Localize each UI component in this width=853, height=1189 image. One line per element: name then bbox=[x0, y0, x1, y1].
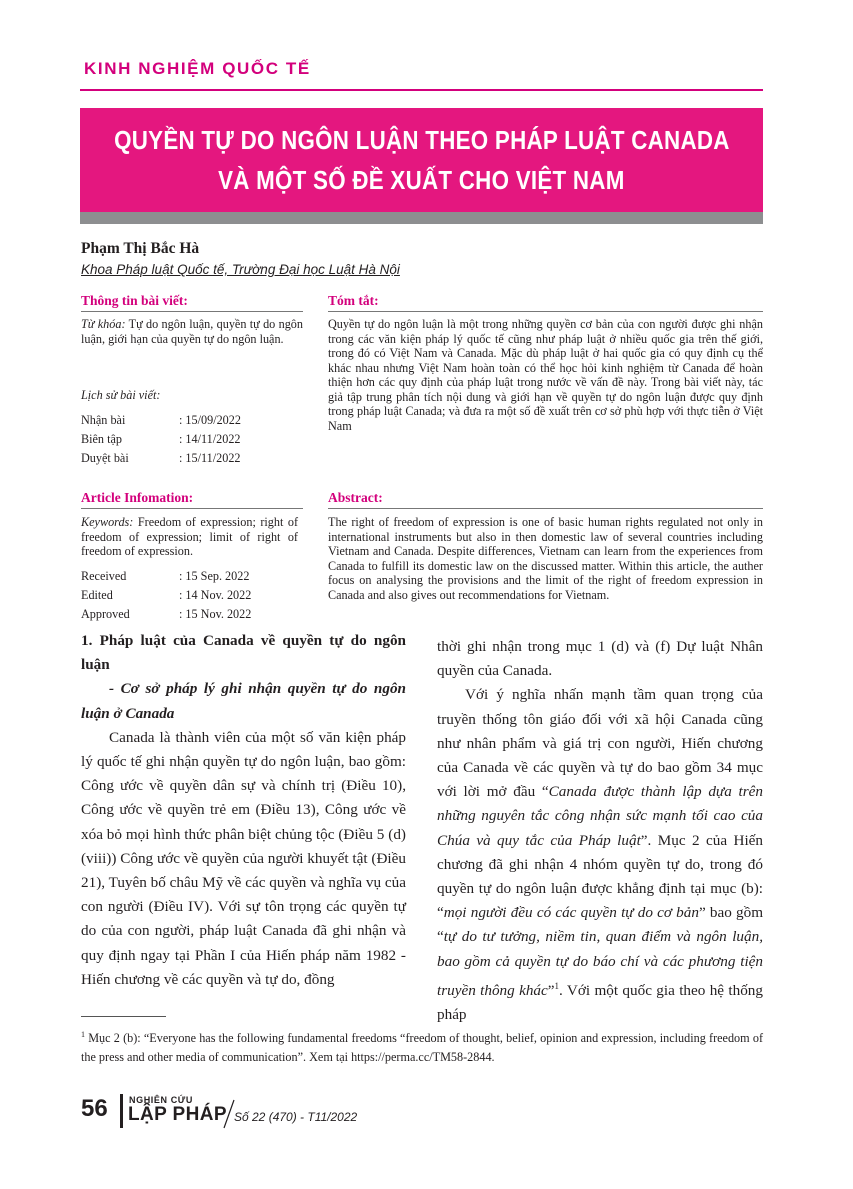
vn-history bbox=[81, 411, 303, 468]
vn-history-row bbox=[81, 430, 303, 449]
footnote bbox=[81, 1026, 763, 1066]
page-number: 56 bbox=[81, 1095, 108, 1122]
body-paragraph: Canada là thành viên của một số văn kiện pháp lý quốc tế ghi nhận quyền tự do ngôn luận, bao gồm: Công ước về quyền dân sự và chính trị (Điều 10), Công ước về quyền trẻ em (Điều 13), Công ước về xóa bỏ mọi hình thức phân biệt chủng tộc (Điều 5 (d) (viii)) Công ước về quyền của người khuyết tật (Điều 21), Tuyên bố châu Mỹ về các quyền và nghĩa vụ của con người (Điều IV). Với sự tôn trọng các quyền tự do của con người, pháp luật Canada đã ghi nhận và quy định ngay tại Phần I của Hiến pháp năm 1982 - Hiến chương về các quyền và tự do, đồng bbox=[81, 728, 406, 988]
body-text: . Với một quốc gia theo hệ thống pháp bbox=[437, 981, 763, 1024]
subsection-heading: - Cơ sở pháp lý ghi nhận quyền tự do ngôn luận ở Canada bbox=[81, 680, 406, 722]
en-history-row bbox=[81, 586, 303, 605]
banner-shadow bbox=[80, 212, 763, 224]
en-history-key: Edited bbox=[81, 588, 113, 602]
magazine-logo-top: NGHIÊN CỨU bbox=[129, 1095, 193, 1105]
footnote-mark: 1 bbox=[81, 1030, 85, 1039]
section-tag: KINH NGHIỆM QUỐC TẾ bbox=[84, 59, 311, 78]
vn-abstract-heading: Tóm tắt: bbox=[328, 293, 379, 308]
en-keywords-label: Keywords: bbox=[81, 515, 134, 529]
vn-history-label: Lịch sử bài viết: bbox=[81, 388, 161, 402]
vn-history-value: : 14/11/2022 bbox=[179, 432, 241, 446]
en-history-value: : 15 Nov. 2022 bbox=[179, 607, 252, 621]
vn-abstract-text: Quyền tự do ngôn luận là một trong những quyền cơ bản của con người được ghi nhận trong các văn kiện pháp lý quốc tế cũng như pháp luật ở nhiều quốc gia trên thế giới, trong đó có Việt Nam và Canada. Mặc dù pháp luật ở hai quốc gia có quy định cụ thể khác nhau nhưng Việt Nam hoàn toàn có thể học hỏi kinh nghiệm từ Canada để hoàn thiện hơn các quy định của pháp luật trong nước về vấn đề này. Trong bài viết này, tác giả tập trung phân tích nội dung và giới hạn về quyền tự do ngôn luận được quy định trong pháp luật Canada; và đưa ra một số đề xuất trên cơ sở phù hợp với thực tiễn ở Việt Nam bbox=[328, 317, 763, 433]
en-abstract-heading: Abstract: bbox=[328, 490, 383, 505]
body-text: ” bbox=[547, 981, 555, 999]
body-paragraph-cont: thời ghi nhận trong mục 1 (d) và (f) Dự luật Nhân quyền của Canada. bbox=[437, 638, 763, 680]
vn-history-value: : 15/09/2022 bbox=[179, 413, 241, 427]
vn-history-key: Biên tập bbox=[81, 432, 122, 446]
body-left-column bbox=[81, 629, 406, 992]
author-name: Phạm Thị Bắc Hà bbox=[81, 240, 200, 257]
quote: tự do tư tưởng, niềm tin, quan điểm và ngôn luận, bao gồm cả quyền tự do báo chí và các phương tiện truyền thông khác bbox=[437, 928, 763, 999]
vn-history-value: : 15/11/2022 bbox=[179, 451, 241, 465]
en-abstract-rule bbox=[328, 508, 763, 509]
en-history-key: Received bbox=[81, 569, 127, 583]
en-info-rule bbox=[81, 508, 303, 509]
body-text: ”. Mục 2 của Hiến chương đã ghi nhận 4 nhóm quyền tự do, trong đó quyền tự do ngôn luận được khẳng định tại mục (b): “ bbox=[437, 831, 763, 922]
en-history-key: Approved bbox=[81, 607, 130, 621]
issue-info: Số 22 (470) - T11/2022 bbox=[234, 1110, 358, 1124]
body-text: ” bao gồm “ bbox=[437, 904, 764, 946]
en-abstract-text: The right of freedom of expression is one of basic human rights regulated not only in international instruments but also in then domestic law of several countries including Vietnam and Canada. Despite differences, Vietnam can learn from the experiences from Canada to fulfill its domestic law on the discussed matter. Within this article, the auther focus on analysing the provisions and the limit of the right of freedom expression in Canada and also gives out recommendations for Vietnam. bbox=[328, 515, 763, 602]
body-text: Với ý nghĩa nhấn mạnh tầm quan trọng của truyền thống tôn giáo đối với xã hội Canada cũng như nhân phẩm và giá trị con người, Hiến chương của Canada về các quyền và tự do bao gồm 34 mục với lời mở đầu “ bbox=[437, 686, 763, 801]
body-paragraph bbox=[437, 683, 763, 1027]
section-heading: 1. Pháp luật của Canada về quyền tự do ngôn luận bbox=[81, 632, 406, 674]
en-keywords bbox=[81, 515, 298, 559]
title-line-1: QUYỀN TỰ DO NGÔN LUẬN THEO PHÁP LUẬT CANADA bbox=[113, 125, 730, 155]
footnote-text: Mục 2 (b): “Everyone has the following fundamental freedoms “freedom of thought, belief, opinion and expression, including freedom of the press and other media of communication”. Xem tại https://perma.cc/TM58-2844. bbox=[81, 1031, 763, 1064]
vn-keywords-text: Tự do ngôn luận, quyền tự do ngôn luận, giới hạn của quyền tự do ngôn luận. bbox=[81, 317, 303, 346]
body-right-column bbox=[437, 635, 763, 1027]
footer-divider bbox=[120, 1094, 123, 1128]
title-banner bbox=[80, 108, 763, 212]
vn-keywords bbox=[81, 317, 303, 346]
en-history-value: : 14 Nov. 2022 bbox=[179, 588, 252, 602]
footnote-ref[interactable]: 1 bbox=[554, 980, 560, 991]
vn-history-row bbox=[81, 449, 303, 468]
en-keywords-text: Freedom of expression; right of freedom of expression; limit of right of freedom of expression. bbox=[81, 515, 298, 558]
author-affiliation: Khoa Pháp luật Quốc tế, Trường Đại học Luật Hà Nội bbox=[81, 262, 400, 277]
vn-history-key: Duyệt bài bbox=[81, 451, 129, 465]
en-history-row bbox=[81, 605, 303, 624]
en-history-value: : 15 Sep. 2022 bbox=[179, 569, 250, 583]
en-history bbox=[81, 567, 303, 624]
vn-info-heading: Thông tin bài viết: bbox=[81, 293, 188, 308]
vn-keywords-label: Từ khóa: bbox=[81, 317, 126, 331]
section-rule bbox=[80, 89, 763, 91]
en-history-row bbox=[81, 567, 303, 586]
title-line-2: VÀ MỘT SỐ ĐỀ XUẤT CHO VIỆT NAM bbox=[218, 165, 625, 195]
vn-info-rule bbox=[81, 311, 303, 312]
footnote-rule bbox=[81, 1016, 166, 1017]
vn-abstract-rule bbox=[328, 311, 763, 312]
quote: mọi người đều có các quyền tự do cơ bản bbox=[443, 904, 699, 922]
vn-history-key: Nhận bài bbox=[81, 413, 126, 427]
magazine-logo: LẬP PHÁP bbox=[128, 1104, 227, 1125]
quote: Canada được thành lập dựa trên những nguyên tắc công nhận sức mạnh tối cao của Chúa và quy tắc của Pháp luật bbox=[437, 783, 763, 849]
en-info-heading: Article Infomation: bbox=[81, 490, 194, 505]
vn-history-row bbox=[81, 411, 303, 430]
